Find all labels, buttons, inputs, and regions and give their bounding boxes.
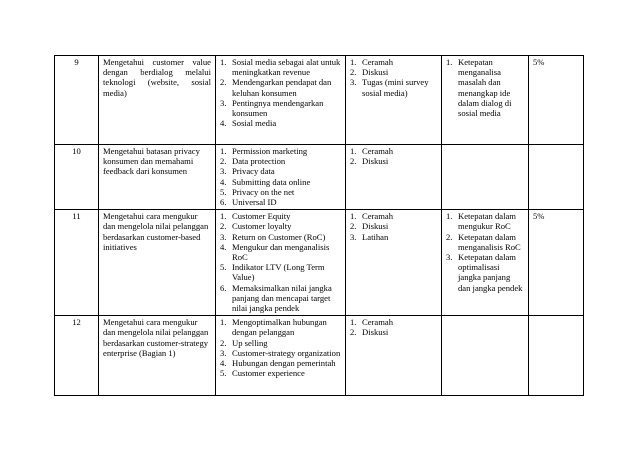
list-item-text: Ketepatan dalam menganalisis RoC <box>458 231 521 252</box>
meeting-number: 12 <box>55 316 99 396</box>
list-number: 2. <box>220 221 227 232</box>
material-item <box>220 211 341 221</box>
list-number: 3. <box>350 231 357 242</box>
weight-cell <box>529 316 584 396</box>
list-number: 4. <box>220 118 227 129</box>
list-item-text: Ceramah <box>362 146 394 156</box>
material-item <box>220 118 341 128</box>
indicator-item <box>446 57 524 118</box>
list-number: 2. <box>220 156 227 167</box>
material-item <box>220 156 341 166</box>
material-item <box>220 166 341 176</box>
list-number: 3. <box>220 97 227 108</box>
list-item-text: Diskusi <box>362 221 389 232</box>
methods-cell <box>346 210 442 316</box>
syllabus-table <box>54 55 584 396</box>
weight-cell <box>529 145 584 210</box>
indicators-cell <box>442 145 529 210</box>
materials-list <box>220 146 341 207</box>
materials-list <box>220 211 341 313</box>
material-item <box>220 177 341 187</box>
indicators-cell <box>442 316 529 396</box>
list-item-text: Ketepatan dalam optimalisasi jangka panjang dan jangka pendek <box>458 252 523 293</box>
meeting-number: 9 <box>55 56 99 145</box>
list-item-text: Indikator LTV (Long Term Value) <box>232 262 325 283</box>
list-item-text: Customer Equity <box>232 211 291 222</box>
material-item <box>220 187 341 197</box>
material-item <box>220 283 341 314</box>
indicators-list <box>446 211 524 293</box>
method-item <box>350 67 437 77</box>
materials-list <box>220 317 341 378</box>
methods-cell <box>346 145 442 210</box>
indicators-cell <box>442 210 529 316</box>
material-item <box>220 197 341 207</box>
methods-list <box>350 317 437 337</box>
list-number: 1. <box>446 57 453 67</box>
methods-list <box>350 146 437 166</box>
method-item <box>350 221 437 231</box>
materials-cell <box>216 145 346 210</box>
list-item-text: Privacy data <box>232 166 275 177</box>
list-number: 5. <box>220 186 227 197</box>
list-number: 2. <box>220 337 227 348</box>
list-item-text: Pentingnya mendengarkan konsumen <box>232 97 324 119</box>
meeting-number: 10 <box>55 145 99 210</box>
list-number: 4. <box>220 176 227 187</box>
indicator-item <box>446 252 524 293</box>
list-item-text: Return on Customer (RoC) <box>232 231 326 242</box>
methods-list <box>350 57 437 98</box>
list-item-text: Submitting data online <box>232 176 311 187</box>
list-item-text: Permission marketing <box>232 146 308 156</box>
list-item-text: Memaksimalkan nilai jangka panjang dan mencapai target nilai jangka pendek <box>232 282 332 314</box>
material-item <box>220 98 341 118</box>
list-item-text: Sosial media sebagai alat untuk meningkatkan revenue <box>232 57 341 78</box>
list-item-text: Mengukur dan menganalisis RoC <box>232 241 330 263</box>
list-item-text: Diskusi <box>362 67 389 78</box>
methods-cell <box>346 56 442 145</box>
method-item <box>350 57 437 67</box>
indicators-list <box>446 57 524 118</box>
list-number: 3. <box>220 166 227 177</box>
list-number: 1. <box>220 57 227 67</box>
list-number: 4. <box>220 358 227 369</box>
list-number: 4. <box>220 241 227 252</box>
material-item <box>220 221 341 231</box>
list-item-text: Customer experience <box>232 368 305 379</box>
method-item <box>350 232 437 242</box>
list-item-text: Universal ID <box>232 197 277 208</box>
materials-cell <box>216 316 346 396</box>
table-row <box>55 210 584 316</box>
list-item-text: Mendengarkan pendapat dan keluhan konsumen <box>232 77 332 98</box>
list-number: 5. <box>220 262 227 273</box>
indicator-item <box>446 211 524 231</box>
list-number: 2. <box>446 231 453 242</box>
material-item <box>220 317 341 337</box>
list-number: 1. <box>350 146 357 156</box>
list-item-text: Up selling <box>232 337 268 348</box>
material-item <box>220 146 341 156</box>
table-row <box>55 145 584 210</box>
list-number: 5. <box>220 368 227 379</box>
method-item <box>350 317 437 327</box>
list-number: 2. <box>350 156 357 167</box>
method-item <box>350 77 437 97</box>
list-item-text: Ketepatan menganalisa masalah dan menangkap ide dalam dialog di sosial media <box>458 57 512 119</box>
list-item-text: Privacy on the net <box>232 186 295 197</box>
material-item <box>220 232 341 242</box>
learning-objective: Mengetahui cara mengukur dan mengelola nilai pelanggan berdasarkan customer-based initiatives <box>99 210 216 316</box>
list-item-text: Hubungan dengan pemerintah <box>232 358 336 369</box>
weight-cell: 5% <box>529 210 584 316</box>
list-item-text: Tugas (mini survey sosial media) <box>362 77 429 98</box>
list-number: 3. <box>350 77 357 88</box>
material-item <box>220 348 341 358</box>
method-item <box>350 211 437 221</box>
list-item-text: Ceramah <box>362 57 394 67</box>
list-number: 1. <box>350 57 357 67</box>
table-row <box>55 56 584 145</box>
materials-cell <box>216 210 346 316</box>
list-number: 6. <box>220 282 227 293</box>
list-number: 1. <box>220 211 227 222</box>
list-item-text: Ceramah <box>362 317 394 328</box>
method-item <box>350 327 437 337</box>
table-row <box>55 316 584 396</box>
material-item <box>220 77 341 97</box>
list-item-text: Sosial media <box>232 118 277 129</box>
material-item <box>220 368 341 378</box>
list-number: 2. <box>220 77 227 88</box>
indicator-item <box>446 232 524 252</box>
material-item <box>220 358 341 368</box>
material-item <box>220 338 341 348</box>
list-number: 2. <box>350 221 357 232</box>
list-number: 1. <box>220 317 227 328</box>
list-item-text: Diskusi <box>362 327 389 338</box>
indicators-cell <box>442 56 529 145</box>
material-item <box>220 57 341 77</box>
learning-objective: Mengetahui cara mengukur dan mengelola nilai pelanggan berdasarkan customer-strategy enterprise (Bagian 1) <box>99 316 216 396</box>
list-number: 6. <box>220 197 227 208</box>
list-number: 1. <box>350 211 357 222</box>
list-number: 1. <box>446 211 453 222</box>
learning-objective: Mengetahui batasan privacy konsumen dan memahami feedback dari konsumen <box>99 145 216 210</box>
material-item <box>220 262 341 282</box>
list-number: 3. <box>220 347 227 358</box>
weight-cell: 5% <box>529 56 584 145</box>
material-item <box>220 242 341 262</box>
method-item <box>350 146 437 156</box>
meeting-number: 11 <box>55 210 99 316</box>
list-item-text: Customer loyalty <box>232 221 292 232</box>
list-item-text: Ceramah <box>362 211 394 222</box>
materials-cell <box>216 56 346 145</box>
method-item <box>350 156 437 166</box>
list-number: 1. <box>220 146 227 156</box>
list-number: 2. <box>350 67 357 78</box>
list-number: 1. <box>350 317 357 328</box>
list-item-text: Customer-strategy organization <box>232 347 341 358</box>
list-number: 3. <box>220 231 227 242</box>
list-number: 3. <box>446 252 453 263</box>
list-item-text: Data protection <box>232 156 286 167</box>
list-number: 2. <box>350 327 357 338</box>
list-item-text: Diskusi <box>362 156 389 167</box>
learning-objective: Mengetahui customer value dengan berdialog melalui teknologi (website, sosial media) <box>99 56 216 145</box>
methods-list <box>350 211 437 242</box>
methods-cell <box>346 316 442 396</box>
materials-list <box>220 57 341 128</box>
list-item-text: Mengoptimalkan hubungan dengan pelanggan <box>232 317 327 338</box>
list-item-text: Ketepatan dalam mengukur RoC <box>458 211 516 232</box>
list-item-text: Latihan <box>362 231 389 242</box>
